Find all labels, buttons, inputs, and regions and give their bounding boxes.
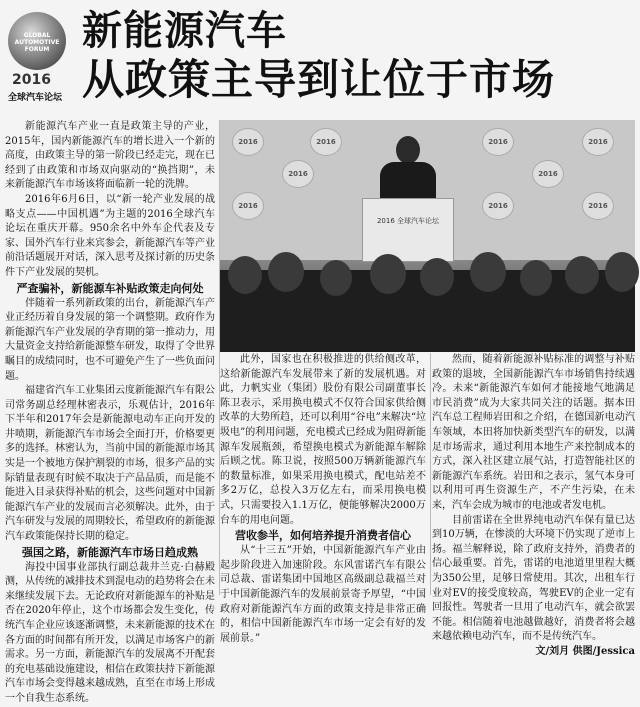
headline-line2: 从政策主导到让位于市场 xyxy=(82,55,556,104)
section-heading: 严查骗补，新能源车补贴政策走向何处 xyxy=(16,281,204,295)
paragraph: 此外，国家也在积极推进的供给侧改革，这给新能源汽车发展带来了新的发展机遇。对此，力帆实业（集团）股份有限公司副董事长陈卫表示，采用换电模式不仅符合国家供给侧改革的大势所趋，还可以利用“谷电”来解决“垃圾电”的利用问题，充电模式已经成为阻碍新能源车发展瓶颈，希望换电模式为新能源车解除后顾之忧。陈卫说，按照500万辆新能源汽车的数量标准，如果采用换电模式，配电站差不多2万亿，总投入3万亿左右，而采用换电模式，只需要投入1.1万亿，便能够解决2000万台车的用电问题。 xyxy=(220,354,426,526)
section-heading: 营收参半，如何培养提升消费者信心 xyxy=(235,529,411,543)
forum-photo xyxy=(220,120,635,352)
audience-head xyxy=(268,252,304,292)
logo-globe-text: GLOBAL AUTOMOTIVE FORUM xyxy=(14,32,60,53)
backdrop-logo: 2016 xyxy=(482,128,514,156)
paragraph: 目前雷诺在全世界纯电动汽车保有量已达到10万辆，在惨淡的大环境下仍实现了逆市上扬。福兰解释说，除了政府支持外，消费者的信心最重要。首先，雷诺的电池道里里程大概为350公里，足够日常使用。其次，出租车行业对EV的接受度较高，驾驶EV的企业一定有回报性。驾驶者一旦用了电动汽车，就会欲罢不能。相信随着电池越做越好，消费者将会越来越依赖电动汽车，而不是传统汽车。 xyxy=(432,514,635,643)
paragraph: 2016年6月6日，以“新一轮产业发展的战略支点——中国机遇”为主题的2016全球汽车论坛在重庆开幕。950余名中外车企代表及专家、国外汽车行业来宾参会，新能源汽车等产业前沿话题展开对话，深入思考及探讨新的历史条件下产业发展的契机。 xyxy=(5,193,215,278)
backdrop-logo: 2016 xyxy=(232,192,264,220)
backdrop-logo: 2016 xyxy=(582,192,614,220)
headline-line1: 新能源汽车 xyxy=(82,8,287,54)
backdrop-logo: 2016 xyxy=(282,160,314,188)
speaker-head xyxy=(396,136,420,164)
backdrop-logo: 2016 xyxy=(532,160,564,188)
audience-head xyxy=(370,254,406,294)
logo-year: 2016 xyxy=(12,72,51,88)
paragraph: 福建省汽车工业集团云度新能源汽车有限公司常务副总经理林密表示，乐观估计，2016年下半年和2017年会是新能源电动车正向开发的井喷期，新能源汽车市场会全面打开，价格要更多的选择。林密认为，当前中国的新能源市场其实是一个被地方保护割裂的市场，很多产品的实际销量表现有时候不取决于产品品质，而是能不能进入目录获得补贴的机会，这些问题对中国新能源汽车产业的发展而言必须解决。此外，由于汽车研发与发展的周期较长，希望政府的新能源汽车政策能保持长期的稳定。 xyxy=(5,385,215,543)
backdrop-logo: 2016 xyxy=(482,192,514,220)
paragraph: 海投中国事业部执行副总裁井兰克·白赫殿测，从传统的减排技术到混电动的趋势将会在未来继续发展下去。无论政府对新能源车的补贴是否在2020年停止，这个市场都会发生变化，传统汽车企业应该逐渐调整，未来新能源的技术在各方面的时间都有所开发，以满足市场客户的新需求。另一方面，新能源汽车的发展离不开配套的充电基础设施建设，相信在政策扶持下新能源汽车市场会变得越来越成熟，直至在市场上形成一个自我生态系统。 xyxy=(5,561,215,704)
section-heading: 强国之路，新能源汽车市场日趋成熟 xyxy=(22,545,198,559)
audience-head xyxy=(520,260,552,296)
audience-head xyxy=(470,252,506,292)
audience-head xyxy=(420,258,454,296)
backdrop-logo: 2016 xyxy=(310,128,342,156)
audience-head xyxy=(565,256,599,294)
audience-head xyxy=(228,256,262,294)
logo-subtitle: 全球汽车论坛 xyxy=(8,93,63,103)
audience-head xyxy=(320,260,352,296)
audience xyxy=(220,270,635,352)
paragraph: 然而，随着新能源补贴标准的调整与补贴政策的退坡，全国新能源汽车市场销售持续遇冷。未来“新能源汽车如何才能接地气地满足市民消费”成为大家共同关注的话题。据本田汽车总工程师岩田和之介绍，在德国新电动汽车领域，本田将加快新类型汽车的研发，以满足市场需求，通过利用本地生产来控制成本的方式，深入社区建立展气站，打造智能社区的新能源汽车系统。岩田和之表示，氢气本身可以利用可再生资源生产，不产生污染，在未来，汽车会成为城市的电池或者发电机。 xyxy=(432,354,635,511)
podium xyxy=(362,198,454,262)
paragraph: 新能源汽车产业一直是政策主导的产业，2015年，国内新能源汽车的增长进入一个新的高度，由政策主导的第一阶段已经走完，现在已经到了由政策和市场双向驱动的“换挡期”，未来新能源汽车市场该将面临新一轮的洗牌。 xyxy=(5,121,215,191)
article-column-3 xyxy=(432,353,635,657)
byline-credit: 文/刘月 供图/Jessica xyxy=(535,645,635,657)
paragraph: 伴随着一系列新政策的出台，新能源汽车产业正经历着自身发展的第一个调整期。政府作为新能源汽车产业发展的孕育期的第一推动力，用大量资金支持给新能源整车研发，取得了令世界瞩目的成绩同时，也不可避免产生了一些负面问题。 xyxy=(5,297,215,382)
audience-head xyxy=(605,252,639,292)
forum-logo xyxy=(6,12,72,103)
paragraph: 从“十三五”开始，中国新能源汽车产业由起步阶段进入加速阶段。东风雷诺汽车有限公司总裁、雷诺集团中国地区高级副总裁福兰对于中国新能源汽车的发展前景寄予厚望，“中国政府对新能源汽车方面的政策支持是非常正确的，相信中国新能源汽车市场一定会有好的发展前景。” xyxy=(220,545,426,644)
podium-text: 2016 全球汽车论坛 xyxy=(376,217,440,225)
article-column-1 xyxy=(5,120,220,704)
backdrop-logo: 2016 xyxy=(582,128,614,156)
backdrop-logo: 2016 xyxy=(232,128,264,156)
article-column-2 xyxy=(220,353,431,644)
